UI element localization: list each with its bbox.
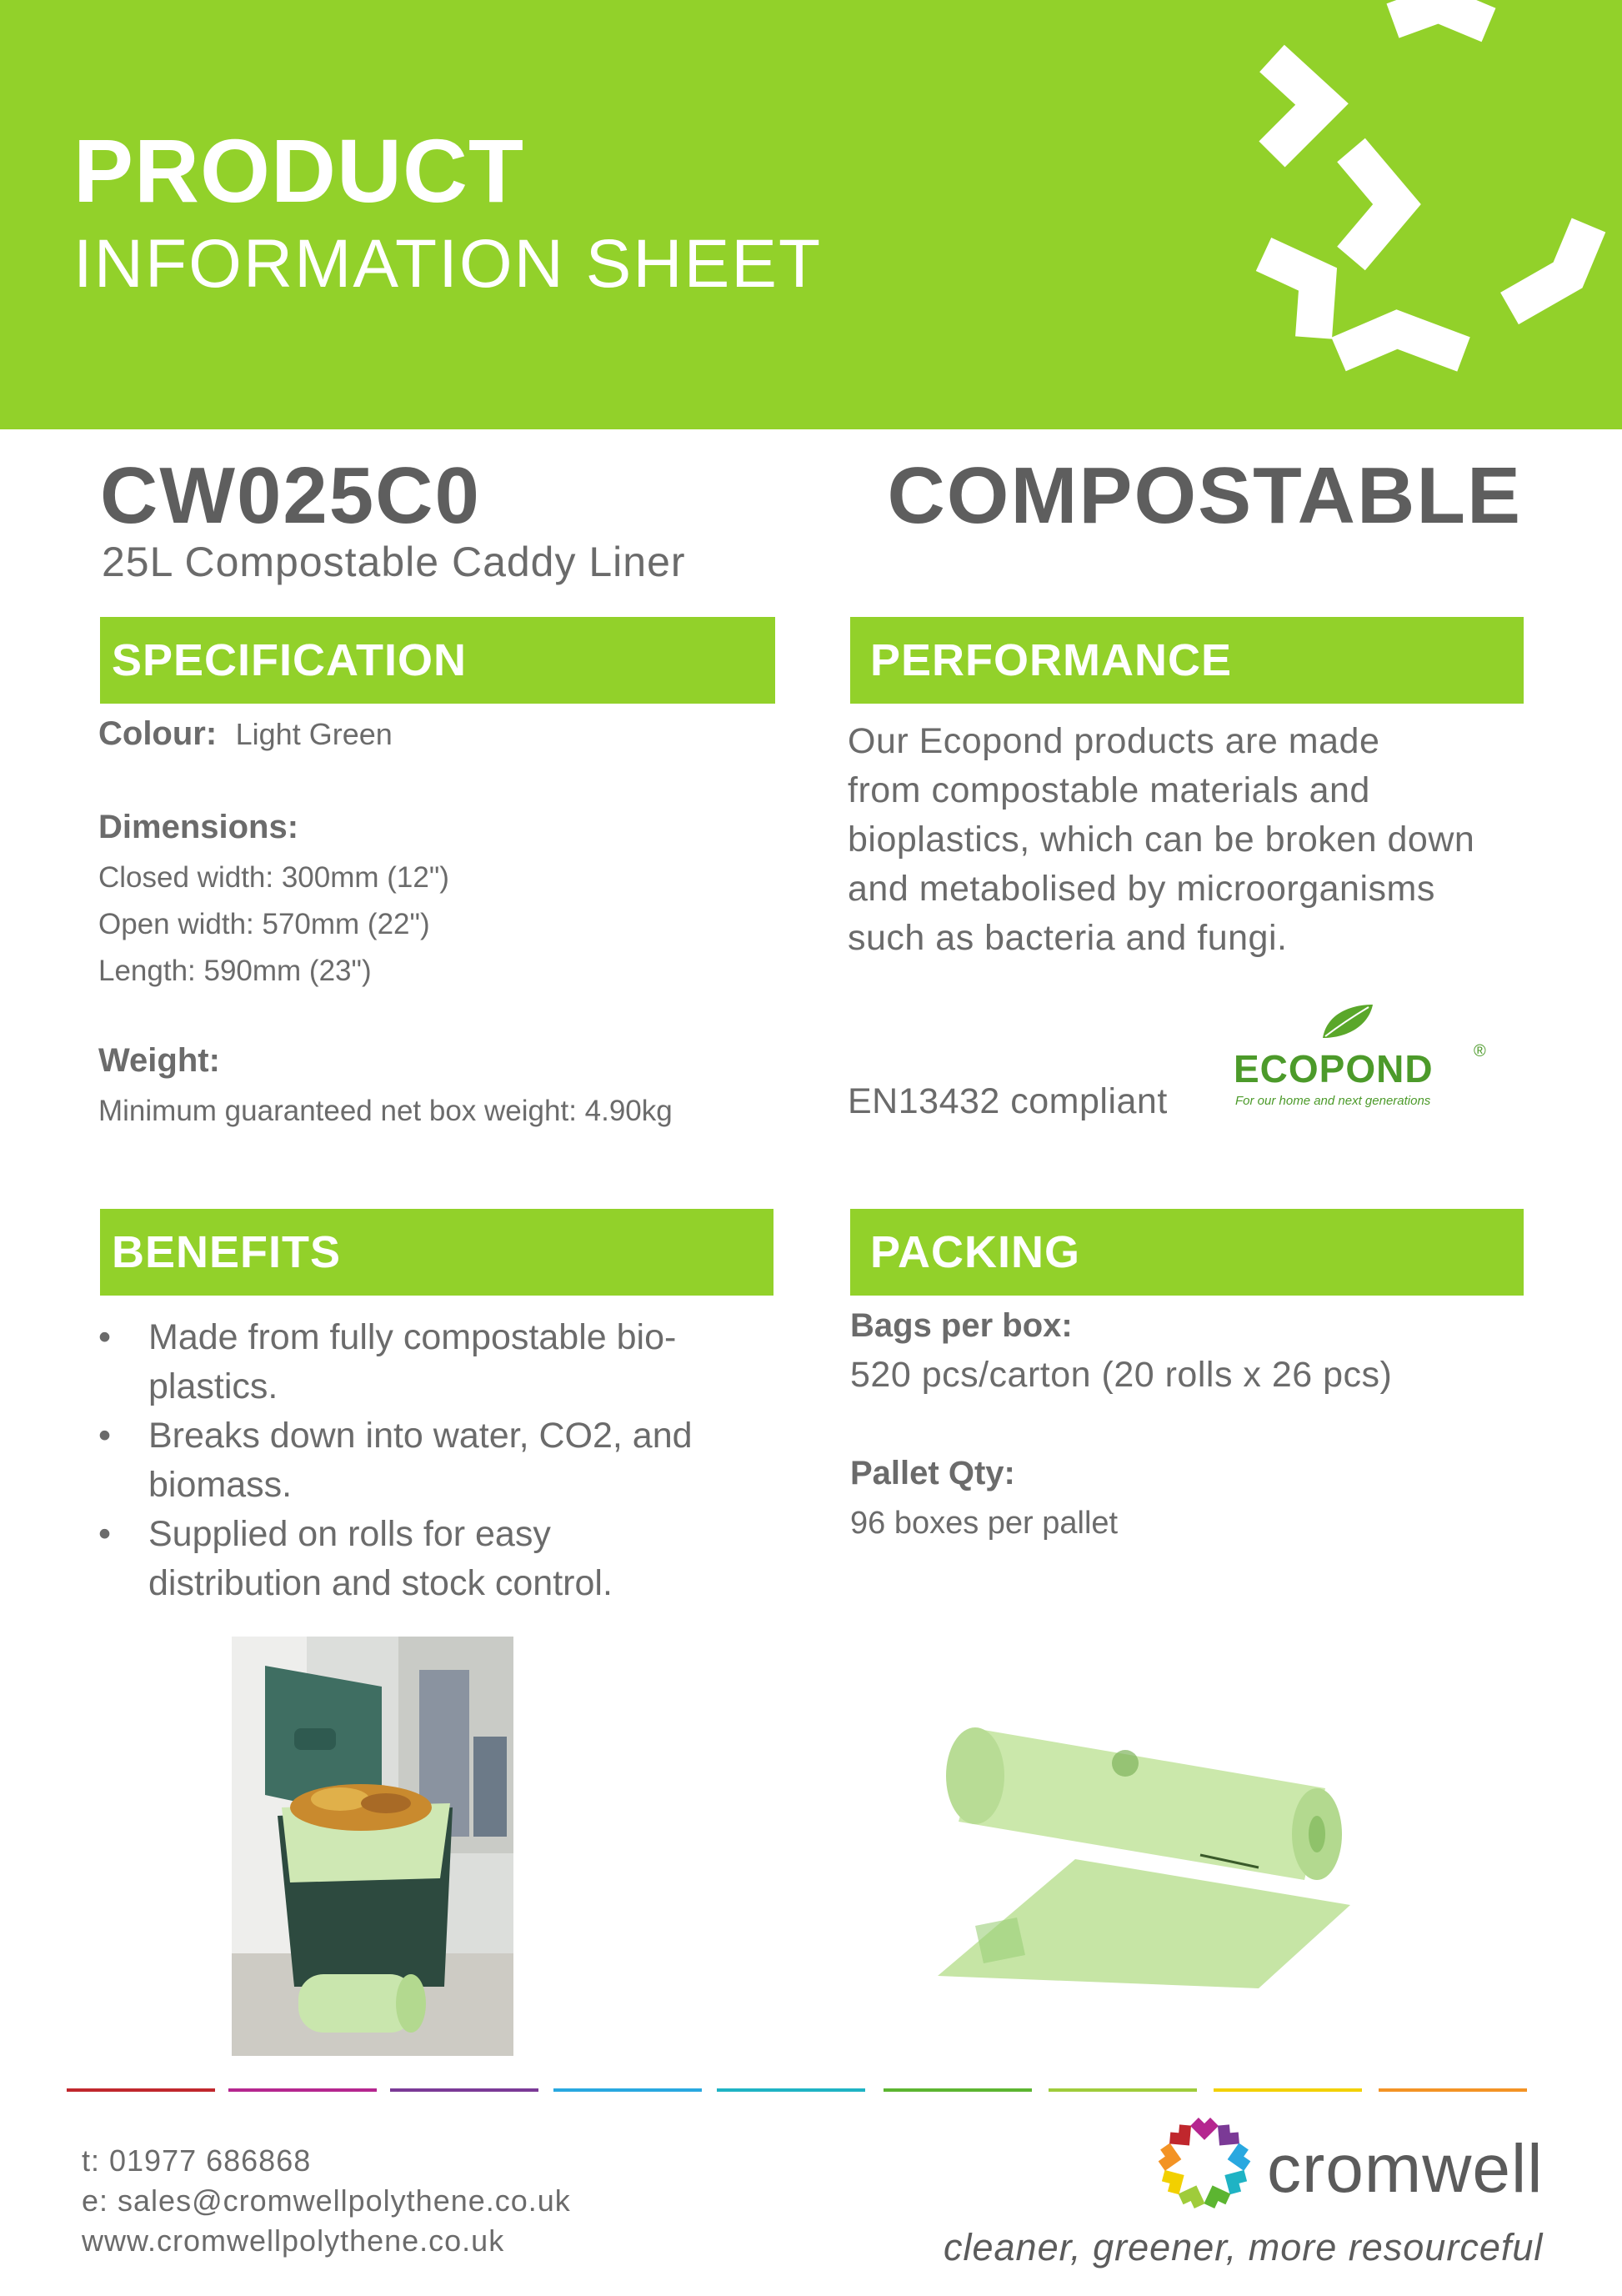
bags-per-box-value: 520 pcs/carton (20 rolls x 26 pcs) xyxy=(850,1355,1393,1395)
product-description: 25L Compostable Caddy Liner xyxy=(102,539,686,585)
caddy-photo xyxy=(232,1637,513,2056)
weight-value: Minimum guaranteed net box weight: 4.90kg xyxy=(98,1095,673,1127)
list-item xyxy=(98,1510,765,1608)
performance-line: from compostable materials and xyxy=(848,770,1370,810)
pallet-qty-label: Pallet Qty: xyxy=(850,1455,1015,1491)
brand-tagline: cleaner, greener, more resourceful xyxy=(944,2226,1544,2268)
packing-heading: PACKING xyxy=(850,1209,1524,1296)
registered-mark: ® xyxy=(1474,1042,1486,1060)
compliance-text: EN13432 compliant xyxy=(848,1081,1168,1121)
performance-line: bioplastics, which can be broken down xyxy=(848,820,1475,860)
dimension-open-width: Open width: 570mm (22") xyxy=(98,908,430,940)
benefit-line: distribution and stock control. xyxy=(148,1563,613,1603)
performance-heading: PERFORMANCE xyxy=(850,617,1524,704)
performance-text xyxy=(848,717,1474,963)
roll-photo xyxy=(925,1713,1363,1988)
performance-line: and metabolised by microorganisms xyxy=(848,869,1435,909)
cromwell-logo-icon xyxy=(1150,2109,1259,2218)
specification-heading: SPECIFICATION xyxy=(100,617,775,704)
rule-segment xyxy=(1214,2088,1362,2092)
website-link[interactable]: www.cromwellpolythene.co.uk xyxy=(82,2223,505,2258)
list-item xyxy=(98,1411,765,1510)
rule-segment xyxy=(67,2088,215,2092)
colour-label: Colour: xyxy=(98,715,218,752)
header-banner xyxy=(0,0,1622,429)
product-code: CW025C0 xyxy=(100,451,481,540)
list-item xyxy=(98,1313,765,1411)
benefit-line: plastics. xyxy=(148,1366,278,1406)
phone-number: t: 01977 686868 xyxy=(82,2143,312,2178)
leaf-icon xyxy=(1319,1000,1377,1042)
colour-value: Light Green xyxy=(235,717,393,751)
dimension-closed-width: Closed width: 300mm (12") xyxy=(98,861,449,894)
bullet-icon: • xyxy=(98,1514,112,1554)
rule-segment xyxy=(390,2088,538,2092)
benefits-list xyxy=(98,1313,765,1608)
rule-segment xyxy=(553,2088,702,2092)
colour-row xyxy=(98,715,393,753)
email-address: e: sales@cromwellpolythene.co.uk xyxy=(82,2183,571,2218)
header-title: PRODUCT xyxy=(73,120,524,221)
contact-block xyxy=(82,2141,571,2261)
benefit-line: Made from fully compostable bio- xyxy=(148,1317,677,1357)
dimension-length: Length: 590mm (23") xyxy=(98,955,372,987)
rule-segment xyxy=(228,2088,377,2092)
dimensions-label: Dimensions: xyxy=(98,809,299,845)
recycle-burst-graphic xyxy=(1189,0,1622,429)
bullet-icon: • xyxy=(98,1416,112,1456)
ecopond-tagline: For our home and next generations xyxy=(1235,1094,1431,1108)
benefit-line: Breaks down into water, CO2, and xyxy=(148,1416,693,1456)
rule-segment xyxy=(884,2088,1032,2092)
dimensions-list xyxy=(98,855,449,995)
performance-line: Our Ecopond products are made xyxy=(848,721,1380,761)
bags-per-box-label: Bags per box: xyxy=(850,1307,1073,1344)
rule-segment xyxy=(1049,2088,1197,2092)
benefit-line: Supplied on rolls for easy xyxy=(148,1514,551,1554)
weight-label: Weight: xyxy=(98,1042,220,1079)
brand-name: cromwell xyxy=(1267,2131,1544,2207)
benefits-heading: BENEFITS xyxy=(100,1209,773,1296)
pallet-qty-value: 96 boxes per pallet xyxy=(850,1506,1119,1541)
product-category: COMPOSTABLE xyxy=(887,451,1522,540)
ecopond-logo xyxy=(1225,1000,1492,1125)
bullet-icon: • xyxy=(98,1317,112,1357)
benefit-line: biomass. xyxy=(148,1465,293,1505)
performance-line: such as bacteria and fungi. xyxy=(848,918,1288,958)
ecopond-wordmark: ECOPOND xyxy=(1234,1047,1434,1090)
rule-segment xyxy=(1379,2088,1527,2092)
header-subtitle: INFORMATION SHEET xyxy=(73,226,823,302)
rule-segment xyxy=(717,2088,865,2092)
